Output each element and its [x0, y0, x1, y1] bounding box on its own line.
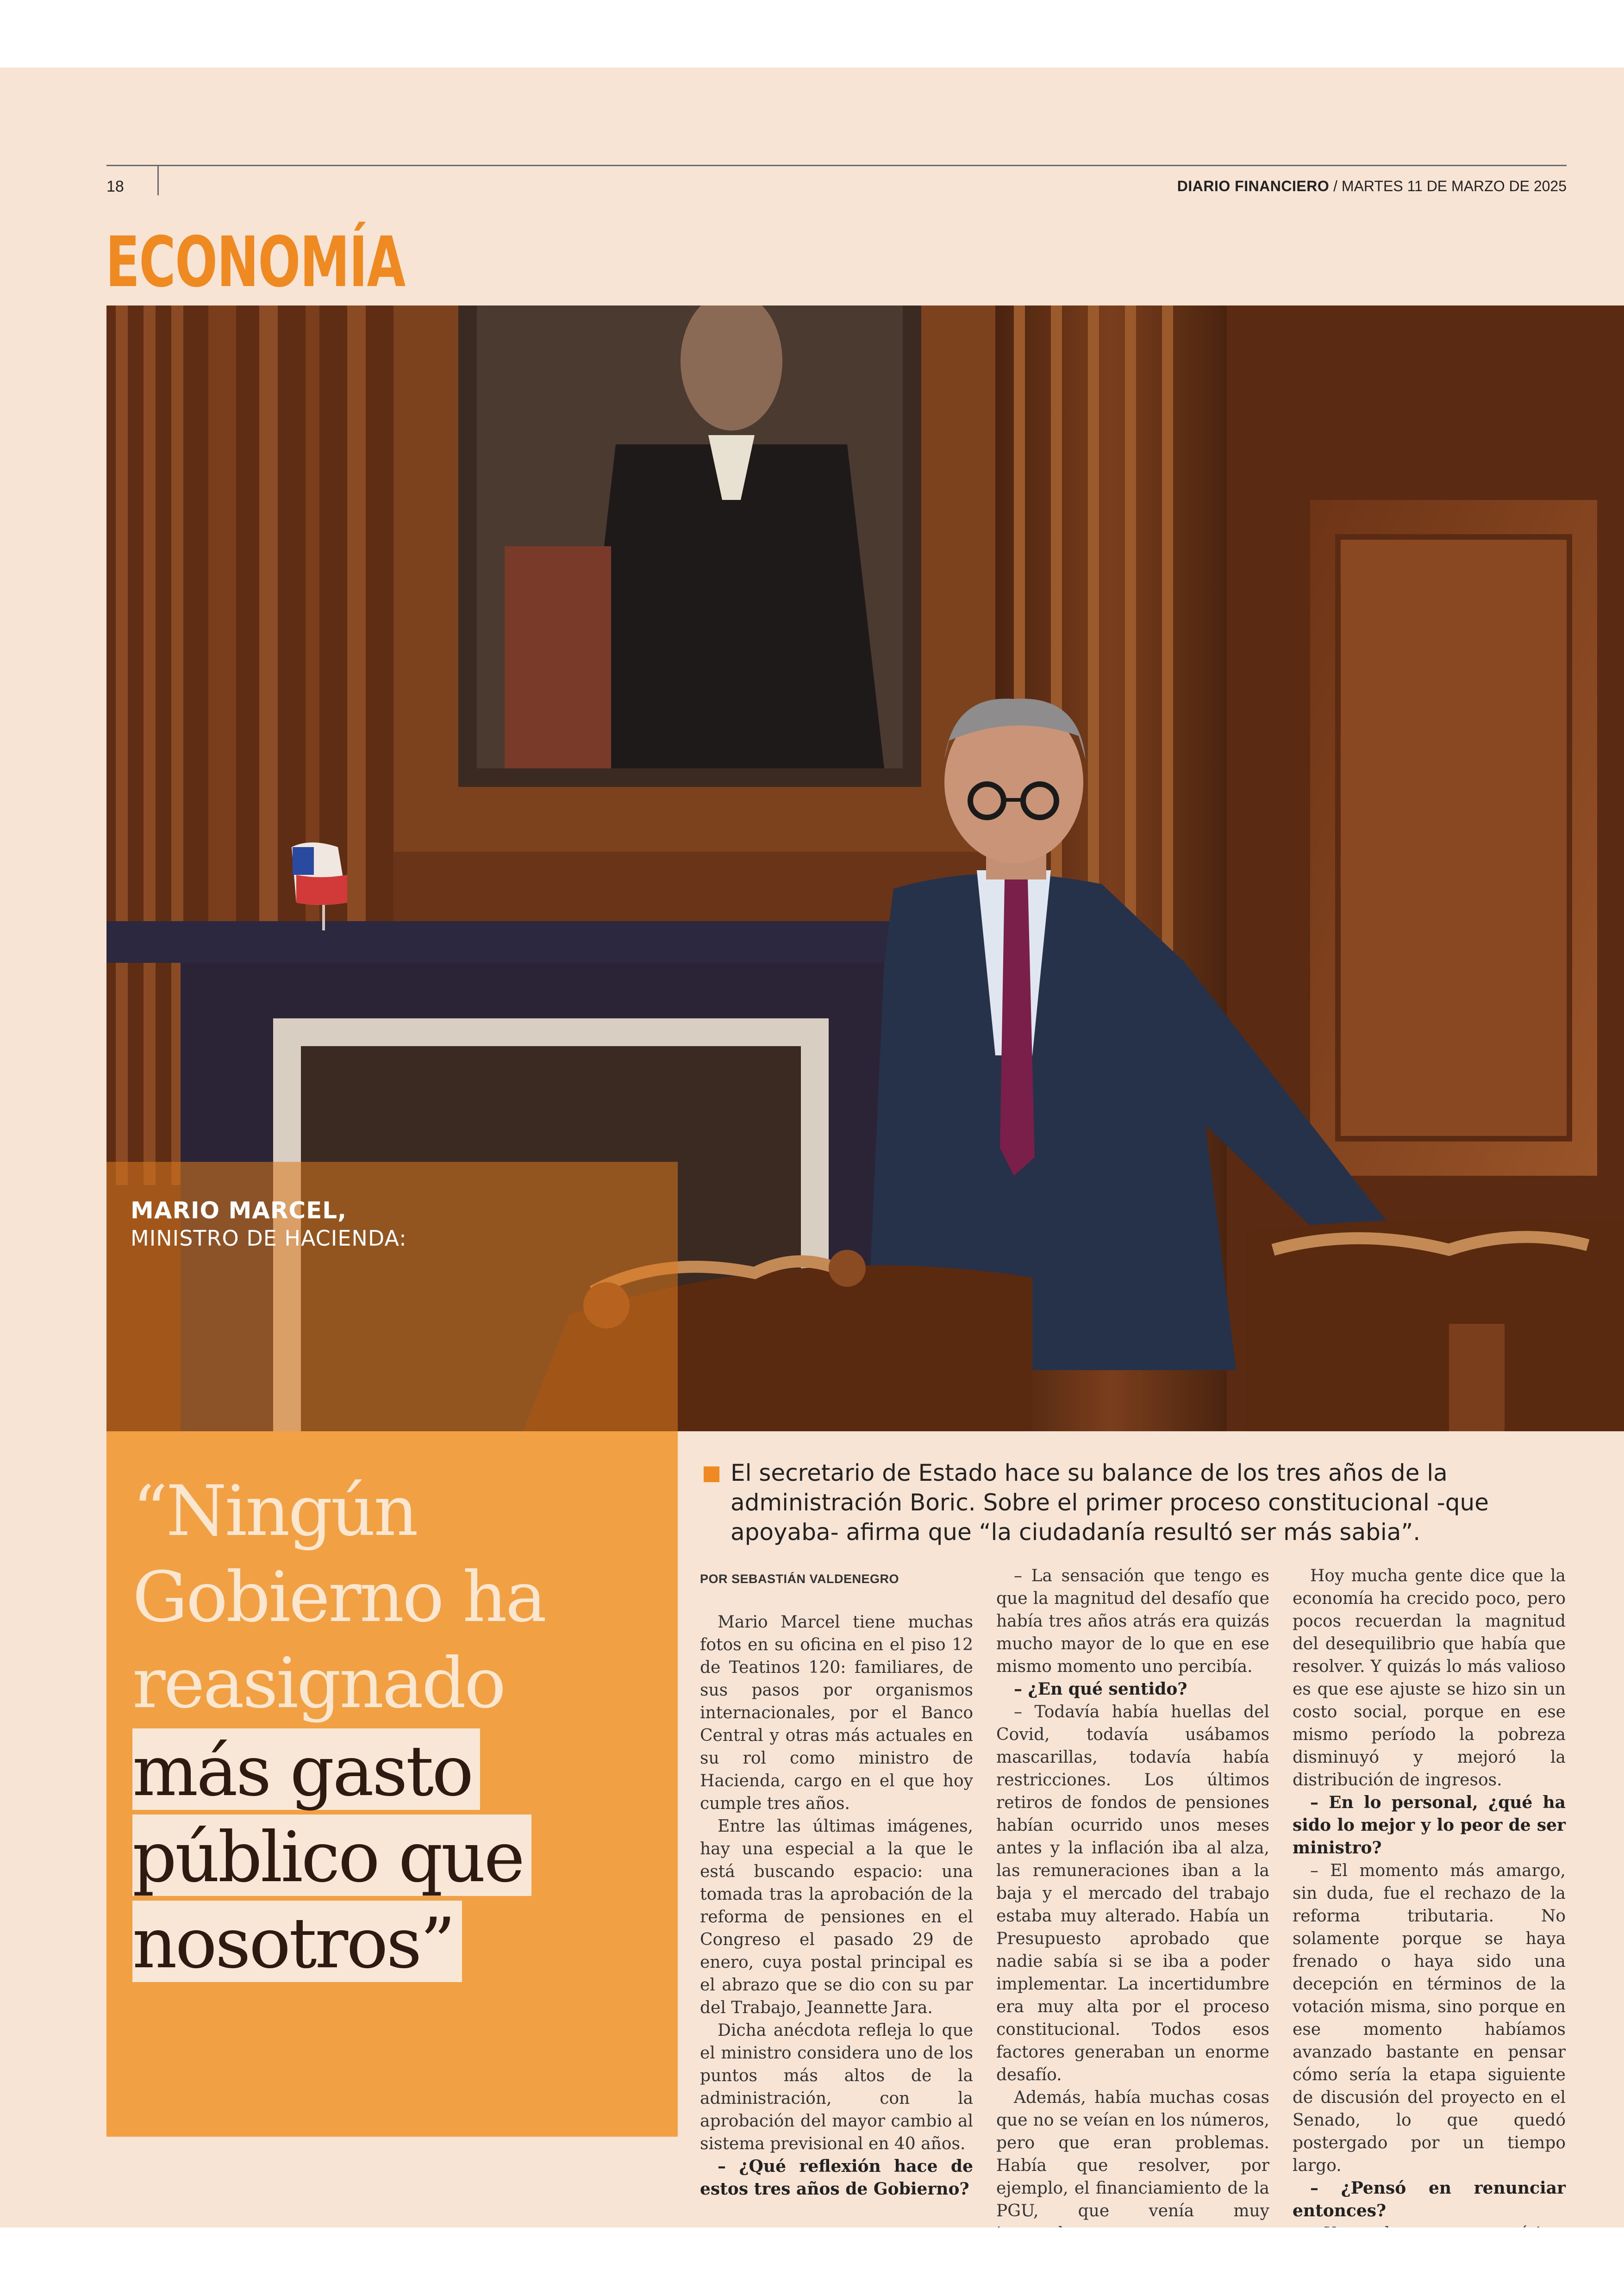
section-title: ECONOMÍA [106, 222, 405, 303]
interview-question: – ¿Pensó en renunciar entonces? [1293, 2178, 1566, 2220]
publication-info [1177, 178, 1567, 195]
headline-highlight-line: nosotros” [132, 1901, 462, 1982]
headline-line: reasignado [132, 1643, 505, 1724]
photo-caption [106, 1162, 678, 1431]
article-column-3 [1293, 1565, 1566, 2290]
headline-highlight-line: público que [132, 1815, 531, 1896]
headline-quote-box [106, 1431, 678, 2137]
article-paragraph: Entre las últimas imágenes, hay una especial a la que le está buscando espacio: una tomada tras la aprobación de la reforma de pensiones en el Congreso el pasado 29 de enero, cuya postal principal es el abrazo que se dio con su par del Trabajo, Jeannette Jara. [700, 1817, 973, 2017]
header-rule [106, 165, 1567, 166]
headline-highlight-line: más gasto [132, 1728, 480, 1810]
headline-light [132, 1468, 545, 1727]
headline-highlight [132, 1727, 531, 1985]
headline-line: Gobierno ha [132, 1557, 545, 1638]
page-footer-margin [0, 2227, 1624, 2295]
article-paragraph: – El momento más amargo, sin duda, fue el rechazo de la reforma tributaria. No solamente porque se haya frenado o haya sido una decepción en términos de la votación misma, sino porque en ese momento habíamos avanzado bastante en pensar cómo sería la etapa siguiente de discusión del proyecto en el Senado, lo que quedó postergado por un tiempo largo. [1293, 1861, 1566, 2175]
portrait-painting [394, 306, 995, 852]
header-divider [157, 165, 159, 195]
article-paragraph: Dicha anécdota refleja lo que el ministro considera uno de los puntos más altos de la administración, con la aprobación del mayor cambio al sistema previsional en 40 años. [700, 2021, 973, 2153]
article-column-1 [700, 1611, 973, 2201]
byline: POR SEBASTIÁN VALDENEGRO [700, 1572, 899, 1586]
caption-role: MINISTRO DE HACIENDA: [131, 1226, 407, 1251]
article-paragraph: – La sensación que tengo es que la magnitud del desafío que había tres años atrás era quizás mucho mayor de lo que en ese mismo momento uno percibía. [996, 1566, 1269, 1676]
lead-bullet-icon [704, 1466, 719, 1482]
article-paragraph: Hoy mucha gente dice que la economía ha crecido poco, pero pocos recuerdan la magnitud del desequilibrio que había que resolver. Y quizás lo más valioso es que ese ajuste se hizo sin un costo social, porque en ese mismo período la pobreza disminuyó y mejoró la distribución de ingresos. [1293, 1566, 1566, 1790]
interview-question: – En lo personal, ¿qué ha sido lo mejor y lo peor de ser ministro? [1293, 1793, 1566, 1858]
publication-name: DIARIO FINANCIERO [1177, 178, 1330, 194]
caption-name: MARIO MARCEL, [131, 1197, 347, 1224]
article-column-2 [996, 1565, 1269, 2245]
article-paragraph: Además, había muchas cosas que no se veían en los números, pero que eran problemas. Había que resolver, por ejemplo, el financiamiento de la PGU, que venía muy [996, 2088, 1269, 2220]
article-paragraph: Mario Marcel tiene muchas fotos en su oficina en el piso 12 de Teatinos 120: familiares, de sus pasos por organismos internacionales, por el Banco Central y otras más actuales en su rol como ministro de Hacienda, cargo en el que hoy cumple tres años. [700, 1613, 973, 1813]
page-number: 18 [106, 178, 124, 195]
interview-question: – ¿En qué sentido? [1014, 1679, 1187, 1699]
lead-paragraph: El secretario de Estado hace su balance de los tres años de la administración Boric. Sobre el primer proceso constitucional -que apoyaba- afirma que “la ciudadanía resultó ser más sabia”. [731, 1459, 1489, 1546]
article-paragraph: – Todavía había huellas del Covid, todavía usábamos mascarillas, todavía había restricciones. Los últimos retiros de fondos de pensiones habían ocurrido unos meses antes y la inflación iba al alza, las remuneraciones iban a la baja y el mercado del trabajo estaba muy alterado. Había un Presupuesto aprobado que nadie sabía si se iba a poder implementar. La incertidumbre era muy alta por el proceso constitucional. Todos esos factores generaban un enorme desafío. [996, 1703, 1269, 2084]
publication-date: / MARTES 11 DE MARZO DE 2025 [1329, 178, 1567, 194]
headline-line: “Ningún [132, 1471, 417, 1552]
interview-question: – ¿Qué reflexión hace de estos tres años de Gobierno? [700, 2157, 973, 2199]
